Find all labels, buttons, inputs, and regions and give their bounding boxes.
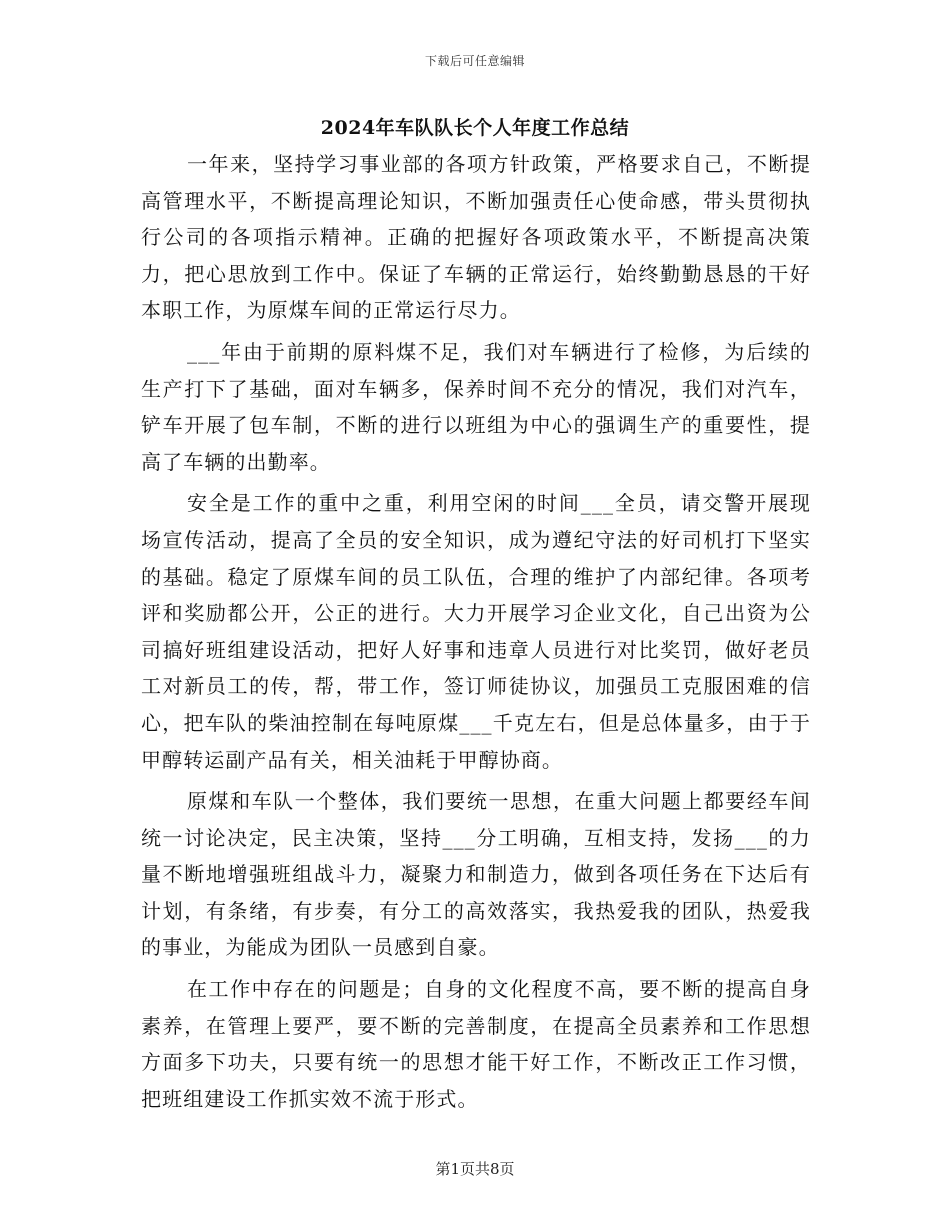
document-title: 2024年车队队长个人年度工作总结 [320,117,630,139]
page-indicator: 第1页共8页 [435,1160,515,1178]
paragraph-1: 一年来，坚持学习事业部的各项方针政策，严格要求自己，不断提高管理水平，不断提高理论知识，不断加强责任心使命感，带头贯彻执行公司的各项指示精神。正确的把握好各项政策水平，不断提高决策力，把心思放到工作中。保证了车辆的正常运行，始终勤勤恳恳的干好本职工作，为原煤车间的正常运行尽力。 [141,152,811,323]
document-body [141,146,811,1122]
paragraph-3: 安全是工作的重中之重，利用空闲的时间___全员，请交警开展现场宣传活动，提高了全员的安全知识，成为遵纪守法的好司机打下坚实的基础。稳定了原煤车间的员工队伍，合理的维护了内部纪律。各项考评和奖励都公开，公正的进行。大力开展学习企业文化，自己出资为公司搞好班组建设活动，把好人好事和违章人员进行对比奖罚，做好老员工对新员工的传，帮，带工作，签订师徒协议，加强员工克服困难的信心，把车队的柴油控制在每吨原煤___千克左右，但是总体量多，由于于甲醇转运副产品有关，相关油耗于甲醇协商。 [141,491,811,772]
paragraph-4: 原煤和车队一个整体，我们要统一思想，在重大问题上都要经车间统一讨论决定，民主决策，坚持___分工明确，互相支持，发扬___的力量不断地增强班组战斗力，凝聚力和制造力，做到各项任务在下达后有计划，有条绪，有步奏，有分工的高效落实，我热爱我的团队，热爱我的事业，为能成为团队一员感到自豪。 [141,789,811,960]
paragraph-2: ___年由于前期的原料煤不足，我们对车辆进行了检修，为后续的生产打下了基础，面对车辆多，保养时间不充分的情况，我们对汽车，铲车开展了包车制，不断的进行以班组为中心的强调生产的重要性，提高了车辆的出勤率。 [141,339,811,474]
header-note: 下载后可任意编辑 [424,54,525,68]
paragraph-5: 在工作中存在的问题是；自身的文化程度不高，要不断的提高自身素养，在管理上要严，要不断的完善制度，在提高全员素养和工作思想方面多下功夫，只要有统一的思想才能干好工作，不断改正工作习惯，把班组建设工作抓实效不流于形式。 [141,977,811,1111]
